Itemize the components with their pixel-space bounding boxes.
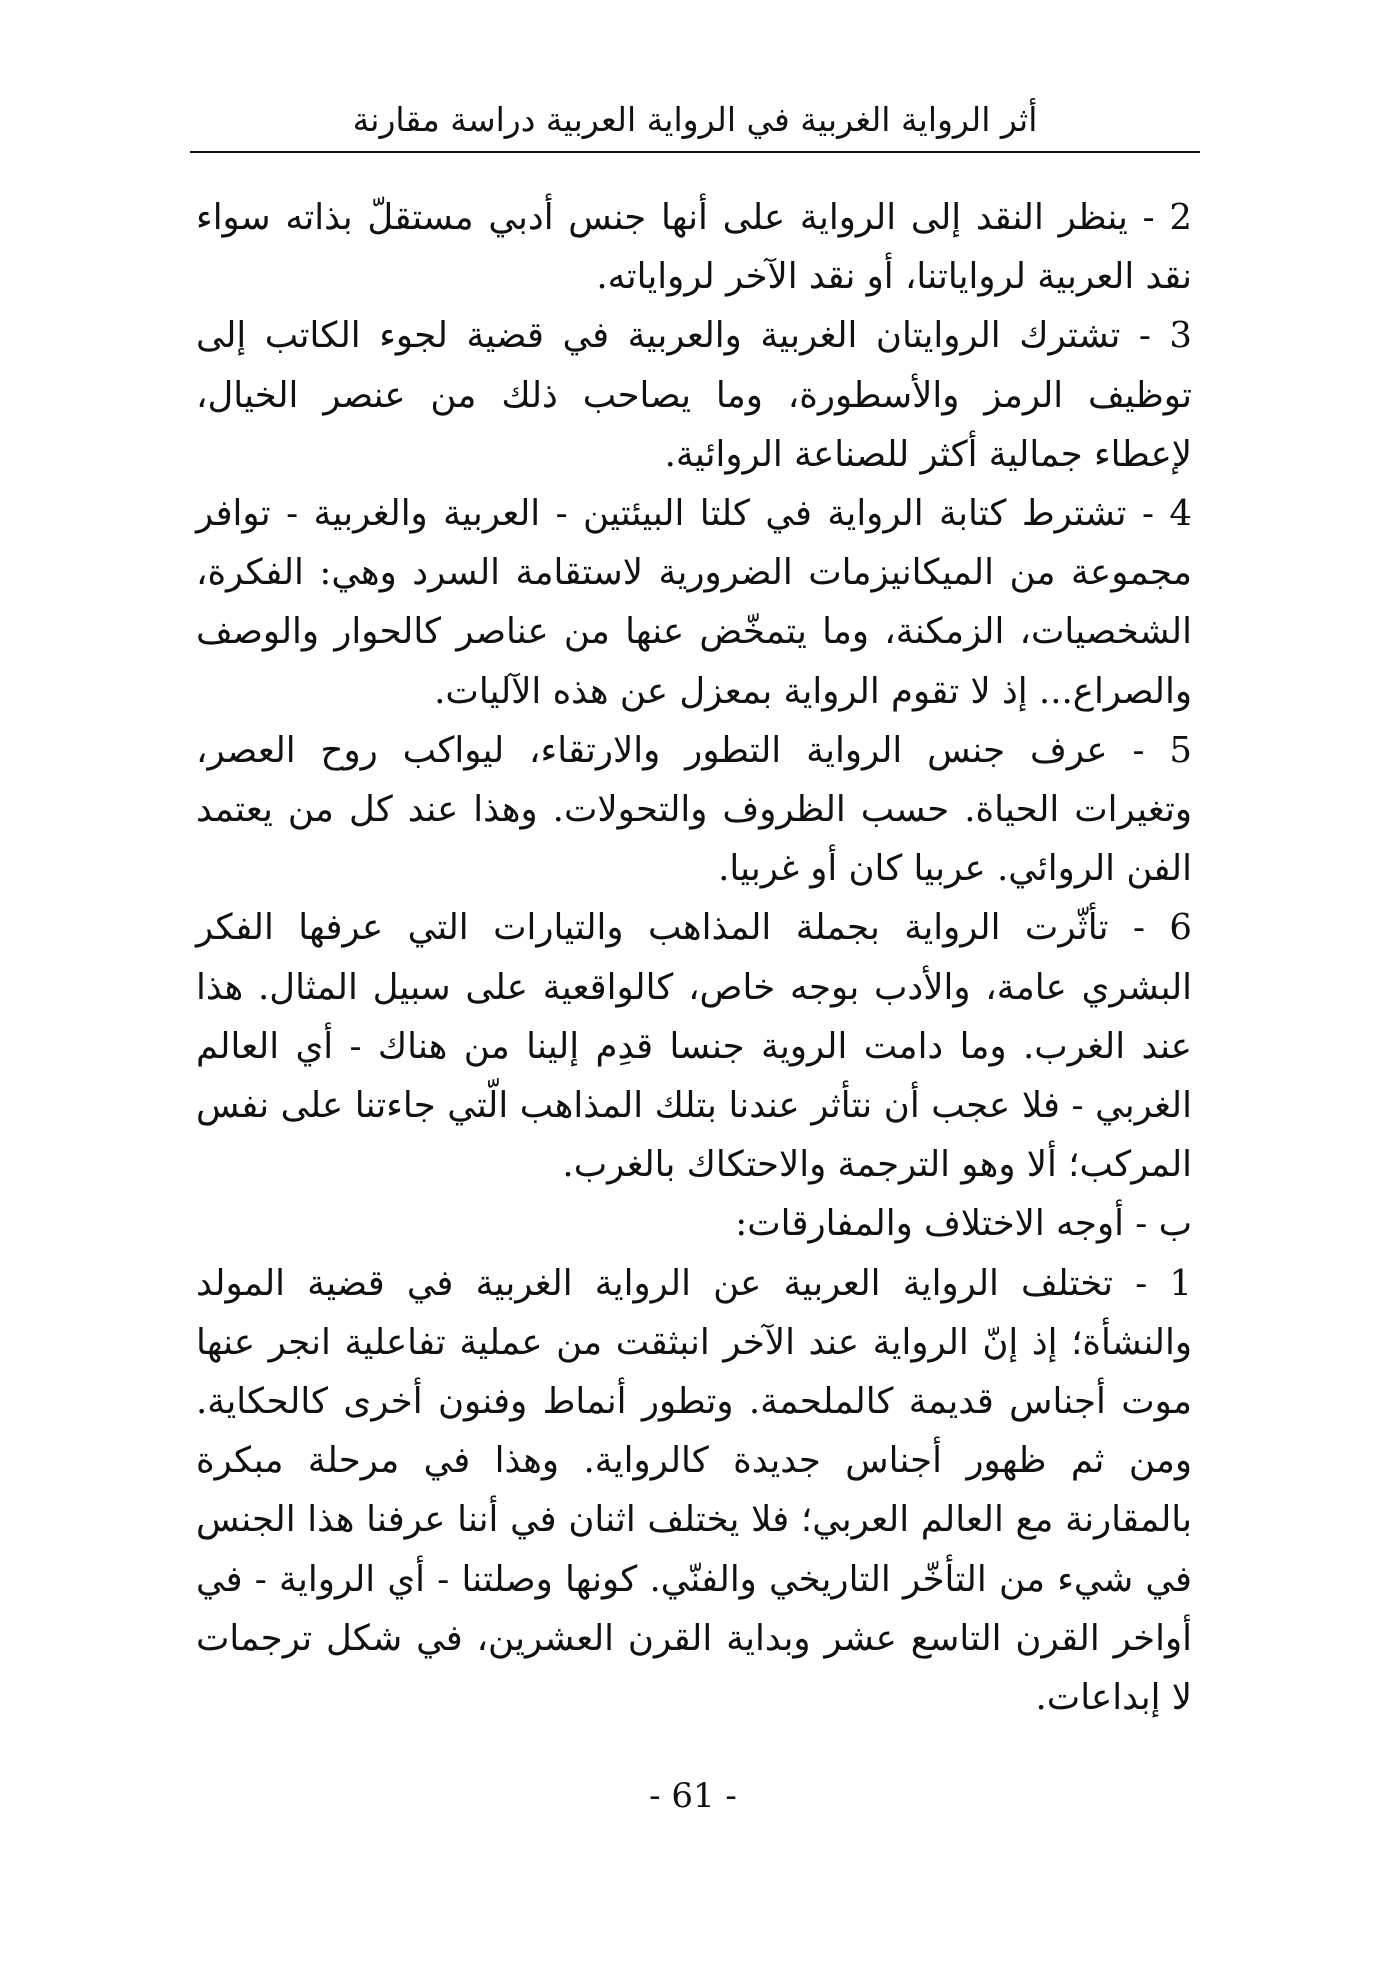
section-heading: ب - أوجه الاختلاف والمفارقات:: [735, 1203, 1192, 1245]
paragraph-point-5: 5 - عرف جنس الرواية التطور والارتقاء، ليواكب روح العصر، وتغيرات الحياة. حسب الظروف والتحولات. وهذا عند كل من يعتمد الفن الروائي. عربيا كان أو غربيا.: [196, 729, 1192, 890]
running-header: أثر الرواية الغربية في الرواية العربية دراسة مقارنة: [352, 100, 1038, 139]
paragraph-point-6: 6 - تأثّرت الرواية بجملة المذاهب والتيارات التي عرفها الفكر البشري عامة، والأدب بوجه خاص، كالواقعية على سبيل المثال. هذا عند الغرب. وما دامت الروية جنسا قدِم إلينا من هناك - أي العالم الغربي - فلا عجب أن نتأثر عندنا بتلك المذاهب الّتي جاءتنا على نفس المركب؛ ألا وهو الترجمة والاحتكاك بالغرب.: [196, 907, 1192, 1186]
paragraph-point-4: 4 - تشترط كتابة الرواية في كلتا البيئتين - العربية والغربية - توافر مجموعة من الميكانيزمات الضرورية لاستقامة السرد وهي: الفكرة، الشخصيات، الزمكنة، وما يتمخّض عنها من عناصر كالحوار والوصف والصراع... إذ لا تقوم الرواية بمعزل عن هذه الآليات.: [196, 493, 1192, 712]
paragraph-point-3: 3 - تشترك الروايتان الغربية والعربية في قضية لجوء الكاتب إلى توظيف الرمز والأسطورة، وما يصاحب ذلك من عنصر الخيال، لإعطاء جمالية أكثر للصناعة الروائية.: [196, 315, 1193, 475]
paragraph-point-2: 2 - ينظر النقد إلى الرواية على أنها جنس أدبي مستقلّ بذاته سواء نقد العربية لرواياتنا، أو نقد الآخر لرواياته.: [196, 197, 1192, 298]
page-number: - 61 -: [649, 1776, 737, 1816]
header-divider: [190, 151, 1200, 153]
body-text: [196, 188, 1192, 1727]
paragraph-difference-1: 1 - تختلف الرواية العربية عن الرواية الغربية في قضية المولد والنشأة؛ إذ إنّ الرواية عند الآخر انبثقت من عملية تفاعلية انجر عنها موت أجناس قديمة كالملحمة. وتطور أنماط وفنون أخرى كالحكاية. ومن ثم ظهور أجناس جديدة كالرواية. وهذا في مرحلة مبكرة بالمقارنة مع العالم العربي؛ فلا يختلف اثنان في أننا عرفنا هذا الجنس في شيء من التأخّر التاريخي والفنّي. كونها وصلتنا - أي الرواية - في أواخر القرن التاسع عشر وبداية القرن العشرين، في شكل ترجمات لا إبداعات.: [196, 1262, 1192, 1719]
